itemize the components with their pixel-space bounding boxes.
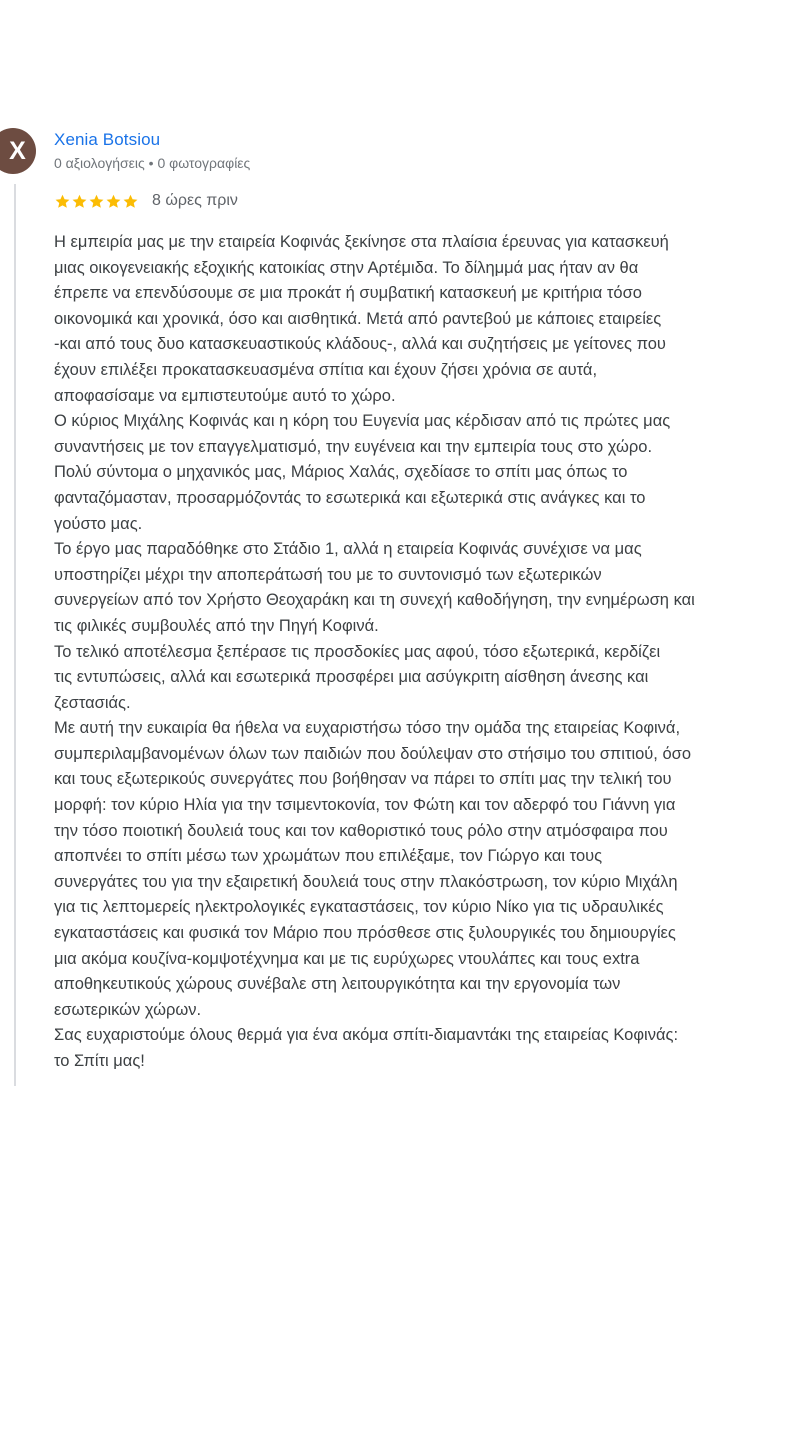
review-text-line: για τις λεπτομερείς ηλεκτρολογικές εγκαταστάσεις, τον κύριο Νίκο για τις υδραυλικές <box>54 898 664 917</box>
review-text-line: Σας ευχαριστούμε όλους θερμά για ένα ακόμα σπίτι-διαμαντάκι της εταιρείας Κοφινάς: <box>54 1026 679 1045</box>
review-text-line: υποστηρίζει μέχρι την αποπεράτωσή του με το συντονισμό των εξωτερικών <box>54 565 602 584</box>
review-text-line: εγκαταστάσεις και φυσικά τον Μάριο που πρόσθεσε στις ξυλουργικές του δημιουργίες <box>54 924 676 943</box>
review-text-line: Ο κύριος Μιχάλης Κοφινάς και η κόρη του Ευγενία μας κέρδισαν από τις πρώτες μας <box>54 412 671 431</box>
review-text-line: συμπεριλαμβανομένων όλων των παιδιών που δούλεψαν στο στήσιμο του σπιτιού, όσο <box>54 744 692 763</box>
star-rating <box>54 193 139 210</box>
star-icon <box>122 193 139 210</box>
star-icon <box>71 193 88 210</box>
reviewer-avatar[interactable] <box>0 128 36 174</box>
review-text-line: Το έργο μας παραδόθηκε στο Στάδιο 1, αλλά η εταιρεία Κοφινάς συνέχισε να μας <box>54 540 642 559</box>
review-text-line: συναντήσεις με τον επαγγελματισμό, την ευγένεια και την εμπειρία τους στο χώρο. <box>54 437 653 456</box>
review-text-line: μορφή: τον κύριο Ηλία για την τσιμεντοκονία, τον Φώτη και τον αδερφό του Γιάννη για <box>54 796 676 815</box>
review-text-line: συνεργάτες του για την εξαιρετική δουλειά τους στην πλακόστρωση, τον κύριο Μιχάλη <box>54 872 678 891</box>
review-text-line: ζεστασιάς. <box>54 693 131 712</box>
review-text-line: φανταζόμασταν, προσαρμόζοντάς το εσωτερικά και εξωτερικά στις ανάγκες και το <box>54 488 646 507</box>
reviewer-meta: 0 αξιολογήσεις • 0 φωτογραφίες <box>54 155 251 171</box>
review-divider <box>14 184 16 1086</box>
rating-row <box>54 192 238 210</box>
review-text-line: Το τελικό αποτέλεσμα ξεπέρασε τις προσδοκίες μας αφού, τόσο εξωτερικά, κερδίζει <box>54 642 661 661</box>
review-text-line: την τόσο ποιοτική δουλειά τους και τον καθοριστικό τους ρόλο στην ατμόσφαιρα που <box>54 821 668 840</box>
review-text-line: Πολύ σύντομα ο μηχανικός μας, Μάριος Χαλάς, σχεδίασε το σπίτι μας όπως το <box>54 463 628 482</box>
review-text-line: τις εντυπώσεις, αλλά και εσωτερικά προσφέρει μια ασύγκριτη αίσθηση άνεσης και <box>54 668 649 687</box>
review-text-line: οικονομικά και χρονικά, όσο και αισθητικά. Μετά από ραντεβού με κάποιες εταιρείες <box>54 309 662 328</box>
star-icon <box>54 193 71 210</box>
avatar-initial: X <box>9 136 26 165</box>
review-text-line: έπρεπε να επενδύσουμε σε μια προκάτ ή συμβατική κατασκευή με κριτήρια τόσο <box>54 284 642 303</box>
review-text-line: Η εμπειρία μας με την εταιρεία Κοφινάς ξεκίνησε στα πλαίσια έρευνας για κατασκευή <box>54 233 669 251</box>
review-text-line: Με αυτή την ευκαιρία θα ήθελα να ευχαριστήσω τόσο την ομάδα της εταιρείας Κοφινά, <box>54 719 681 738</box>
reviewer-name[interactable]: Xenia Botsiou <box>54 130 161 149</box>
review-text-line: και τους εξωτερικούς συνεργάτες που βοήθησαν να πάρει το σπίτι μας την τελική του <box>54 770 672 789</box>
review-text-line: αποπνέει το σπίτι μέσω των χρωμάτων που επιλέξαμε, τον Γιώργο και τους <box>54 847 603 866</box>
star-icon <box>88 193 105 210</box>
review-text-line: μιας οικογενειακής εξοχικής κατοικίας στην Αρτέμιδα. Το δίλημμά μας ήταν αν θα <box>54 258 639 277</box>
review-text-line: τις φιλικές συμβουλές από την Πηγή Κοφινά. <box>54 616 379 635</box>
review-text-line: αποθηκευτικούς χώρους συνέβαλε στη λειτουργικότητα και την εργονομία των <box>54 975 621 994</box>
review-text-line: γούστο μας. <box>54 514 143 533</box>
review-text <box>54 230 799 1075</box>
review-text-line: έχουν επιλέξει προκατασκευασμένα σπίτια και έχουν ζήσει χρόνια σε αυτά, <box>54 360 598 379</box>
review-time: 8 ώρες πριν <box>152 192 238 209</box>
review-text-line: συνεργείων από τον Χρήστο Θεοχαράκη και τη συνεχή καθοδήγηση, την ενημέρωση και <box>54 591 695 610</box>
review-text-line: μια ακόμα κουζίνα-κομψοτέχνημα και με τις ευρύχωρες ντουλάπες και τους extra <box>54 949 640 968</box>
star-icon <box>105 193 122 210</box>
review-text-line: -και από τους δυο κατασκευαστικούς κλάδους-, αλλά και συζητήσεις με γείτονες που <box>54 335 666 354</box>
review-text-line: εσωτερικών χώρων. <box>54 1000 202 1019</box>
review-text-line: αποφασίσαμε να εμπιστευτούμε αυτό το χώρο. <box>54 386 396 405</box>
review-text-line: το Σπίτι μας! <box>54 1052 145 1070</box>
